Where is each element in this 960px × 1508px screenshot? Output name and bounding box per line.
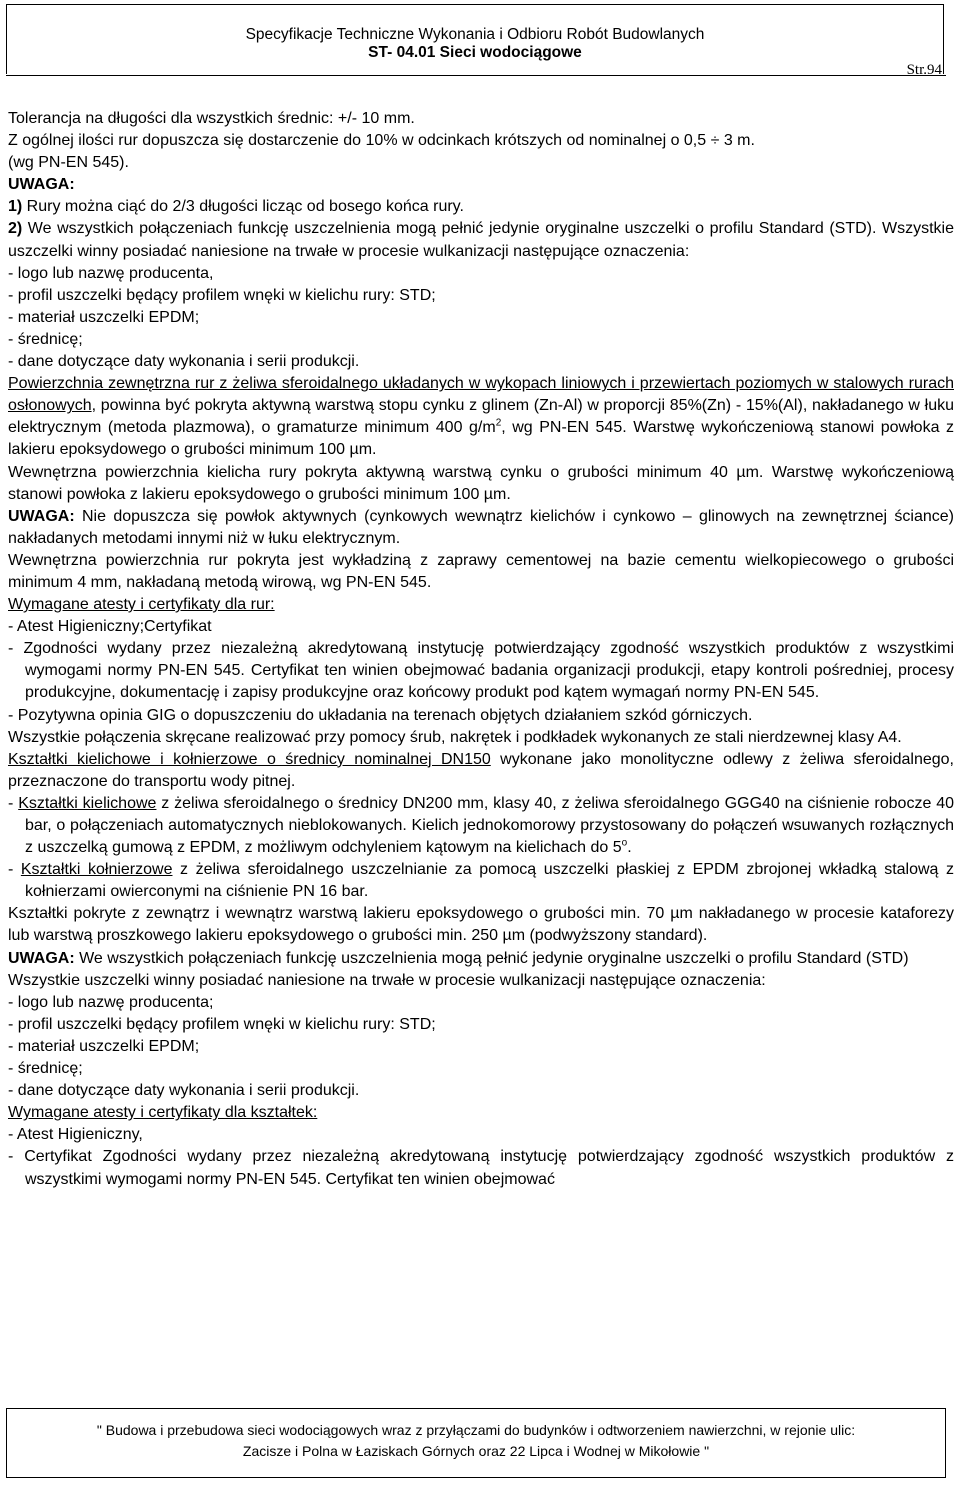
list-item: - profil uszczelki będący profilem wnęki w kielichu rury: STD; <box>8 286 436 304</box>
paragraph: Z ogólnej ilości rur dopuszcza się dostarczenie do 10% w odcinkach krótszych od nominalnej o 0,5 ÷ 3 m. <box>8 132 755 150</box>
paragraph: Kształtki pokryte z zewnątrz i wewnątrz warstwą lakieru epoksydowego o grubości min. 70 µm nakładanego w procesie kataforezy lub warstwą proszkowego lakieru epoksydowego o grubości min. 250 µm (podwyższony standard). <box>8 905 954 945</box>
header-rule <box>6 75 946 76</box>
list-item: - materiał uszczelki EPDM; <box>8 1037 200 1055</box>
list-item: - Certyfikat Zgodności wydany przez niezależną akredytowaną instytucję potwierdzający zgodność wszystkich produktów z wszystkimi wymogami normy PN-EN 545. Certyfikat ten winien obejmować <box>8 1148 954 1188</box>
warning-label: UWAGA: <box>8 176 75 194</box>
list-item: - średnicę; <box>8 330 83 348</box>
list-item: - Atest Higieniczny;Certyfikat <box>8 618 212 636</box>
numbered-item: 2) We wszystkich połączeniach funkcję uszczelnienia mogą pełnić jedynie oryginalne uszczelki o profilu Standard (STD). Wszystkie uszczelki winny posiadać naniesione na trwałe w procesie wulkanizacji następujące oznaczenia: <box>8 220 954 260</box>
footer-line-1: " Budowa i przebudowa sieci wodociągowych wraz z przyłączami do budynków i odtworzeniem nawierzchni, w rejonie ulic: <box>96 1422 856 1438</box>
list-item: - materiał uszczelki EPDM; <box>8 308 200 326</box>
list-item: - średnicę; <box>8 1060 83 1078</box>
paragraph: Wewnętrzna powierzchnia rur pokryta jest wykładziną z zaprawy cementowej na bazie cementu wielkopiecowego o grubości minimum 4 mm, nakładaną metodą wirową, wg PN-EN 545. <box>8 551 954 591</box>
list-item: - Atest Higieniczny, <box>8 1126 143 1144</box>
paragraph: Wszystkie uszczelki winny posiadać naniesione na trwałe w procesie wulkanizacji następujące oznaczenia: <box>8 971 766 989</box>
page-number: Str.94 <box>906 62 942 78</box>
list-item: - Pozytywna opinia GIG o dopuszczeniu do układania na terenach objętych działaniem szkód górniczych. <box>8 706 753 724</box>
list-item: - profil uszczelki będący profilem wnęki w kielichu rury: STD; <box>8 1015 436 1033</box>
paragraph: Wszystkie połączenia skręcane realizować przy pomocy śrub, nakrętek i podkładek wykonanych ze stali nierdzewnej klasy A4. <box>8 728 902 746</box>
document-body <box>8 108 954 1191</box>
list-item: - Zgodności wydany przez niezależną akredytowaną instytucję potwierdzający zgodność wszystkich produktów z wszystkimi wymogami normy PN-EN 545. Certyfikat ten winien obejmować badania organizacji produkcji, etapy kontroli pośredniej, procesy produkcyjne, dokumentację i zapisy produkcyjne oraz końcowy produkt pod kątem wymagań normy PN-EN 545. <box>8 640 954 702</box>
paragraph: Powierzchnia zewnętrzna rur z żeliwa sferoidalnego układanych w wykopach liniowych i przewiertach poziomych w stalowych rurach osłonowych, powinna być pokryta aktywną warstwą stopu cynku z glinem (Zn-Al) w proporcji 85%(Zn) - 15%(Al), nakładanego w łuku elektrycznym (metoda plazmowa), o gramaturze minimum 400 $g/m^2$, wg PN-EN 545. Warstwę wykończeniową stanowi powłoka z lakieru epoksydowego o grubości minimum 100 µm. <box>8 375 954 459</box>
header-title: Specyfikacje Techniczne Wykonania i Odbioru Robót Budowlanych <box>245 26 705 43</box>
paragraph: Kształtki kielichowe i kołnierzowe o średnicy nominalnej DN150 wykonane jako monolityczne odlewy z żeliwa sferoidalnego, przeznaczone do transportu wody pitnej. <box>8 750 954 790</box>
section-heading: Wymagane atesty i certyfikaty dla kształtek: <box>8 1104 318 1122</box>
footer-line-2: Zacisze i Polna w Łaziskach Górnych oraz 22 Lipca i Wodnej w Mikołowie " <box>242 1443 710 1459</box>
section-heading: Wymagane atesty i certyfikaty dla rur: <box>8 596 275 614</box>
numbered-item: 1) Rury można ciąć do 2/3 długości licząc od bosego końca rury. <box>8 198 464 216</box>
paragraph: UWAGA: Nie dopuszcza się powłok aktywnych (cynkowych wewnątrz kielichów i cynkowo – glinowych na zewnętrznej ściance) nakładanych metodami innymi niż w łuku elektrycznym. <box>8 507 954 547</box>
list-item: - logo lub nazwę producenta, <box>8 264 214 282</box>
header-subtitle: ST- 04.01 Sieci wodociągowe <box>368 44 582 61</box>
list-item: - logo lub nazwę producenta; <box>8 993 214 1011</box>
list-item: - dane dotyczące daty wykonania i serii produkcji. <box>8 1082 360 1100</box>
paragraph: Wewnętrzna powierzchnia kielicha rury pokryta aktywną warstwą cynku o grubości minimum 40 µm. Warstwę wykończeniową stanowi powłoka z lakieru epoksydowego o grubości minimum 100 µm. <box>8 463 954 503</box>
list-item: - Kształtki kielichowe z żeliwa sferoidalnego o średnicy DN200 mm, klasy 40, z żeliwa sferoidalnego GGG40 na ciśnienie robocze 40 bar, o połączeniach automatycznych nieblokowanych. Kielich jednokomorowy przystosowany do połączeń wsuwanych rozłącznych z uszczelką gumową z EPDM, z możliwym odchyleniem kątowym na kielichach do 5$^o$. <box>8 794 955 857</box>
paragraph: Tolerancja na długości dla wszystkich średnic: +/- 10 mm. <box>8 110 415 127</box>
paragraph: UWAGA: We wszystkich połączeniach funkcję uszczelnienia mogą pełnić jedynie oryginalne uszczelki o profilu Standard (STD) <box>8 949 909 967</box>
list-item: - Kształtki kołnierzowe z żeliwa sferoidalnego uszczelnianie za pomocą uszczelki płaskiej z EPDM zbrojonej wkładką stalową z kołnierzami owierconymi na ciśnienie PN 16 bar. <box>8 861 954 901</box>
paragraph: (wg PN-EN 545). <box>8 154 129 172</box>
list-item: - dane dotyczące daty wykonania i serii produkcji. <box>8 353 360 371</box>
